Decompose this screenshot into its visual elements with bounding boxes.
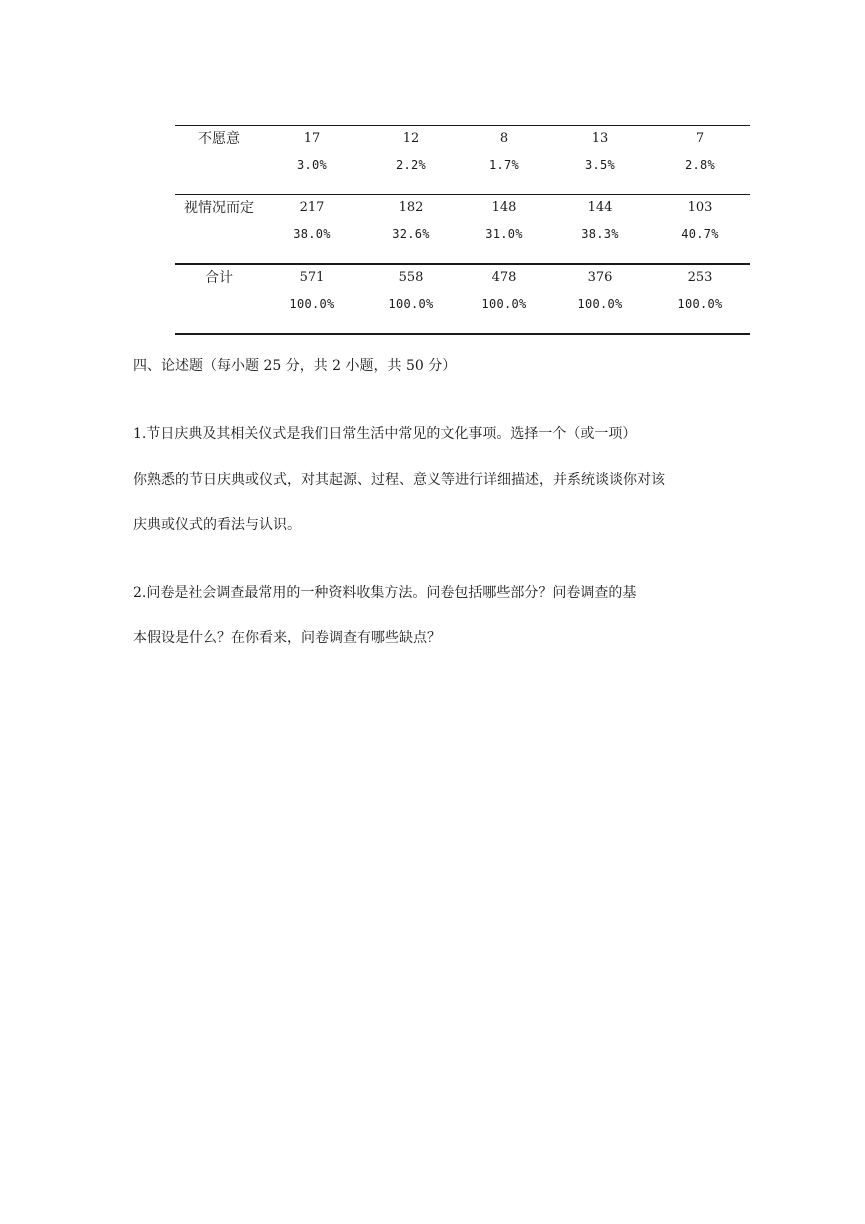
table-cell: [464, 199, 544, 243]
cell-percent: 100.0%: [481, 297, 527, 311]
table-cell: [560, 199, 640, 243]
cell-count: 7: [695, 131, 705, 146]
table-cell: [560, 130, 640, 174]
cell-percent: 3.5%: [584, 158, 616, 172]
cell-percent: 1.7%: [488, 158, 520, 172]
statistics-table: [175, 125, 750, 335]
question-1-line: 你熟悉的节日庆典或仪式，对其起源、过程、意义等进行详细描述，并系统谈谈你对该: [133, 472, 665, 488]
cell-percent: 100.0%: [577, 297, 623, 311]
cell-percent: 3.0%: [296, 158, 328, 172]
cell-count: 478: [491, 270, 517, 285]
cell-count: 376: [587, 270, 613, 285]
cell-count: 558: [398, 270, 424, 285]
cell-percent: 100.0%: [388, 297, 434, 311]
table-cell: [660, 269, 740, 313]
cell-count: 253: [687, 270, 713, 285]
cell-count: 571: [299, 270, 325, 285]
cell-percent: 40.7%: [681, 227, 719, 241]
cell-count: 103: [687, 200, 713, 215]
cell-percent: 2.8%: [684, 158, 716, 172]
table-cell: [371, 269, 451, 313]
cell-percent: 2.2%: [395, 158, 427, 172]
cell-count: 17: [303, 131, 321, 146]
cell-percent: 32.6%: [392, 227, 430, 241]
cell-percent: 100.0%: [289, 297, 335, 311]
table-cell: [660, 199, 740, 243]
table-row: [175, 194, 750, 263]
table-cell: [464, 269, 544, 313]
row-label: 视情况而定: [184, 200, 254, 216]
cell-count: 148: [491, 200, 517, 215]
table-cell: [464, 130, 544, 174]
cell-count: 217: [299, 200, 325, 215]
cell-count: 182: [398, 200, 424, 215]
row-label: 不愿意: [198, 131, 240, 147]
cell-count: 13: [591, 131, 609, 146]
section-heading: 四、论述题（每小题 25 分，共 2 小题，共 50 分）: [133, 358, 457, 374]
table-row: [175, 125, 750, 194]
question-2-line: 2.问卷是社会调查最常用的一种资料收集方法。问卷包括哪些部分？问卷调查的基: [133, 585, 637, 601]
question-1-line: 1.节日庆典及其相关仪式是我们日常生活中常见的文化事项。选择一个（或一项）: [133, 426, 637, 442]
cell-count: 8: [499, 131, 509, 146]
table-cell: [272, 199, 352, 243]
cell-percent: 38.0%: [293, 227, 331, 241]
table-cell: [272, 130, 352, 174]
row-label: 合计: [205, 270, 233, 286]
table-row-total: [175, 263, 750, 335]
table-cell: [371, 130, 451, 174]
cell-percent: 38.3%: [581, 227, 619, 241]
table-cell: [272, 269, 352, 313]
cell-percent: 31.0%: [485, 227, 523, 241]
table-cell: [560, 269, 640, 313]
cell-percent: 100.0%: [677, 297, 723, 311]
question-1-line: 庆典或仪式的看法与认识。: [133, 517, 301, 533]
table-cell: [371, 199, 451, 243]
table-cell: [660, 130, 740, 174]
cell-count: 12: [402, 131, 420, 146]
cell-count: 144: [587, 200, 613, 215]
question-2-line: 本假设是什么？在你看来，问卷调查有哪些缺点？: [133, 630, 441, 646]
